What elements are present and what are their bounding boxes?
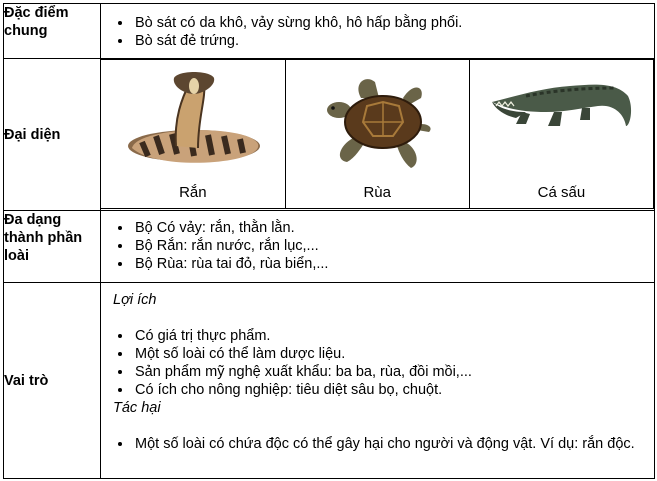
general-item: • Bò sát đẻ trứng. <box>133 32 654 50</box>
role-label: Vai trò <box>4 283 101 479</box>
representatives-grid <box>101 59 654 209</box>
harms-title: Tác hại <box>113 400 161 416</box>
turtle-cell <box>285 60 469 209</box>
benefit-item: • Sản phẩm mỹ nghệ xuất khẩu: ba ba, rùa, đồi mồi,... <box>133 363 654 381</box>
representatives-content <box>101 59 655 211</box>
general-content <box>101 4 655 59</box>
diversity-item: • Bộ Rùa: rùa tai đỏ, rùa biển,... <box>133 255 654 273</box>
representatives-label: Đại diện <box>4 59 101 211</box>
crocodile-photo <box>486 68 636 176</box>
benefits-title: Lợi ích <box>113 292 157 308</box>
reptile-table <box>3 3 655 479</box>
turtle-caption: Rùa <box>363 184 391 201</box>
turtle-photo <box>317 68 437 176</box>
crocodile-cell <box>469 60 653 209</box>
general-item: • Bò sát có da khô, vảy sừng khô, hô hấp bằng phổi. <box>133 14 654 32</box>
role-content <box>101 283 655 479</box>
benefit-item: • Một số loài có thể làm dược liệu. <box>133 345 654 363</box>
snake-cell <box>101 60 285 209</box>
diversity-label: Đa dạng thành phần loài <box>4 211 101 283</box>
general-label: Đặc điểm chung <box>4 4 101 59</box>
snake-photo <box>118 68 268 176</box>
benefit-item: • Có ích cho nông nghiệp: tiêu diệt sâu bọ, chuột. <box>133 381 654 399</box>
crocodile-caption: Cá sấu <box>537 184 586 201</box>
snake-caption: Rắn <box>179 184 207 201</box>
row-representatives <box>4 59 655 211</box>
row-diversity <box>4 211 655 283</box>
diversity-content <box>101 211 655 283</box>
row-general <box>4 4 655 59</box>
row-role <box>4 283 655 479</box>
benefit-item: • Có giá trị thực phẩm. <box>133 327 654 345</box>
diversity-item: • Bộ Rắn: rắn nước, rắn lục,... <box>133 237 654 255</box>
diversity-item: • Bộ Có vảy: rắn, thằn lằn. <box>133 219 654 237</box>
harm-item: • Một số loài có chứa độc có thể gây hại cho người và động vật. Ví dụ: rắn độc. <box>133 435 644 453</box>
